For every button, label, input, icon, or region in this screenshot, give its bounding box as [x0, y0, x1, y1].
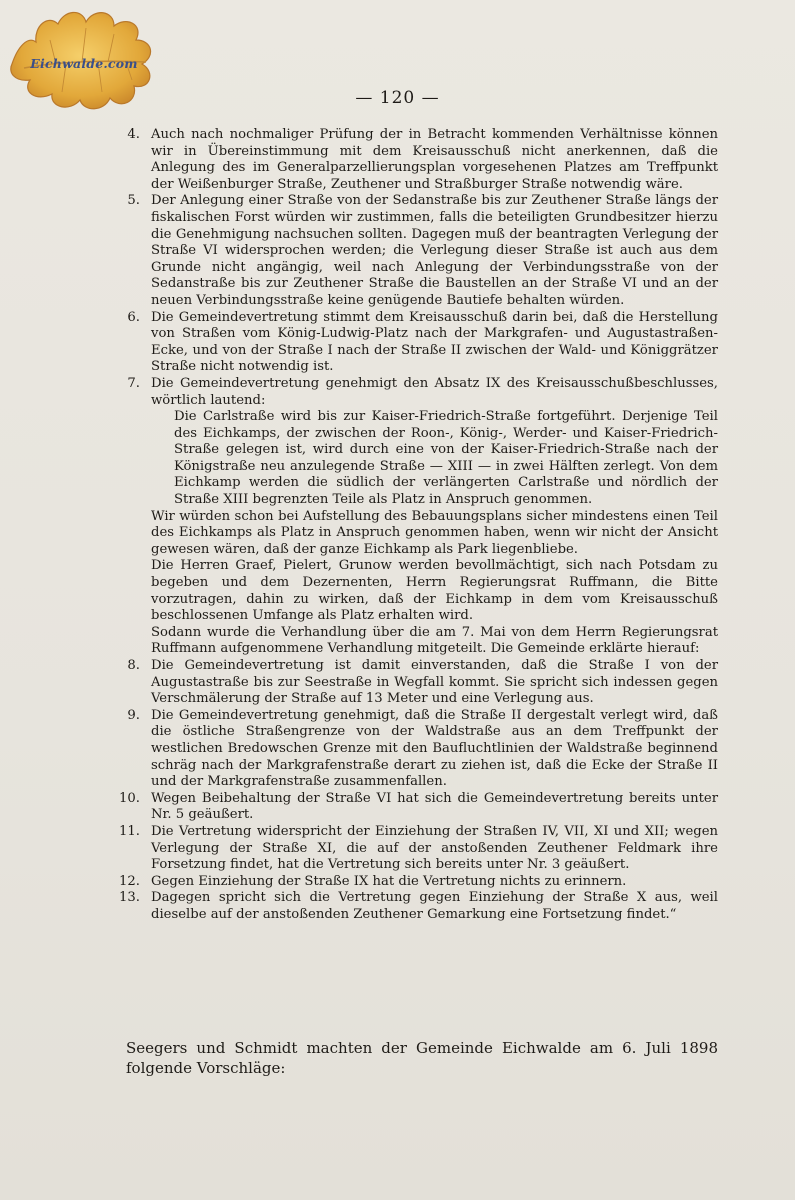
list-item	[118, 193, 718, 309]
item-number: 4.	[127, 127, 140, 142]
item-number: 5.	[127, 193, 140, 209]
item-text: Dagegen spricht sich die Vertretung gegen Einziehung der Straße X aus, weil dieselbe auf der anstoßenden Zeuthener Gemarkung eine Fortsetzung findet.“	[151, 890, 718, 922]
list-item	[118, 890, 718, 923]
list-item	[118, 658, 718, 708]
list-item	[118, 708, 718, 791]
item-text: Die Gemeindevertretung stimmt dem Kreisausschuß darin bei, daß die Herstellung von Straßen vom König-Ludwig-Platz nach der Markgrafen- und Augustastraßen-Ecke, und von der Straße I nach der Straße II zwischen der Wald- und Königgrätzer Straße nicht notwendig ist.	[151, 309, 718, 375]
item-text: Der Anlegung einer Straße von der Sedanstraße bis zur Zeuthener Straße längs der fiskalischen Forst würden wir zustimmen, falls die beteiligten Grundbesitzer hierzu die Genehmigung nachsuchen sollten. Dagegen muß der beantragten Verlegung der Straße VI widersprochen werden; die Verlegung dieser Straße ist auch aus dem Grunde nicht angängig, weil nach Anlegung der Verbindungsstraße von der Sedanstraße bis zur Zeuthener Straße die Baustellen an der Straße VI und an der neuen Verbindungsstraße keine genügende Bautiefe behalten würden.	[151, 193, 718, 308]
page-number: — 120 —	[355, 88, 440, 108]
closing-paragraph: Seegers und Schmidt machten der Gemeinde Eichwalde am 6. Juli 1898 folgende Vorschläge:	[126, 1039, 718, 1077]
item-text: Die Gemeindevertretung genehmigt den Absatz IX des Kreisausschußbeschlusses, wörtlich lautend:	[151, 375, 718, 408]
quoted-resolution: Die Carlstraße wird bis zur Kaiser-Friedrich-Straße fortgeführt. Derjenige Teil des Eichkamps, der zwischen der Roon-, König-, Werder- und Kaiser-Friedrich-Straße gelegen ist, wird durch eine von der Kaiser-Friedrich-Straße nach der Königstraße neu anzulegende Straße — XIII — in zwei Hälften zerlegt. Von dem Eichkamp werden die südlich der verlängerten Carlstraße und nördlich der Straße XIII begrenzten Teile als Platz in Anspruch genommen.	[174, 409, 718, 508]
item-number: 8.	[127, 658, 140, 673]
item-text: Die Gemeindevertretung genehmigt, daß die Straße II dergestalt verlegt wird, daß die östliche Straßengrenze von der Waldstraße aus an dem Treffpunkt der westlichen Bredowschen Grenze mit den Baufluchtlinien der Waldstraße beginnend schräg nach der Markgrafenstraße derart zu ziehen ist, daß die Ecke der Straße II und der Markgrafenstraße zusammenfallen.	[151, 707, 718, 790]
list-item	[118, 376, 718, 409]
list-item	[118, 127, 718, 193]
list-item	[118, 791, 718, 824]
item-text: Gegen Einziehung der Straße IX hat die Vertretung nichts zu erinnern.	[151, 873, 627, 889]
document-body	[118, 127, 718, 924]
paragraph: Die Herren Graef, Pielert, Grunow werden bevollmächtigt, sich nach Potsdam zu begeben und dem Dezernenten, Herrn Regierungsrat Ruffmann, die Bitte vorzutragen, dahin zu wirken, daß der Eichkamp in dem vom Kreisausschuß beschlossenen Umfange als Platz erhalten wird.	[151, 558, 718, 624]
list-item	[118, 824, 718, 874]
item-text: Die Vertretung widerspricht der Einziehung der Straßen IV, VII, XI und XII; wegen Verlegung der Straße XI, die auf der anstoßenden Zeuthener Feldmark ihre Forsetzung findet, hat die Vertretung sich bereits unter Nr. 3 geäußert.	[151, 823, 718, 873]
item-number: 7.	[127, 375, 140, 391]
item-number: 11.	[119, 823, 140, 839]
paragraph: Sodann wurde die Verhandlung über die am 7. Mai von dem Herrn Regierungsrat Ruffmann aufgenommene Verhandlung mitgeteilt. Die Gemeinde erklärte hierauf:	[151, 624, 718, 657]
item-text: Auch nach nochmaliger Prüfung der in Betracht kommenden Verhältnisse können wir in Übereinstimmung mit dem Kreisausschuß nicht anerkennen, daß die Anlegung des im Generalparzellierungsplan vorgesehenen Platzes am Treffpunkt der Weißenburger Straße, Zeuthener und Straßburger Straße notwendig wäre.	[151, 127, 718, 192]
item-number: 10.	[119, 790, 140, 806]
list-item	[118, 310, 718, 376]
item-number: 6.	[127, 309, 140, 325]
logo-text: Eichwalde.com	[30, 56, 138, 71]
item-text: Wegen Beibehaltung der Straße VI hat sich die Gemeindevertretung bereits unter Nr. 5 geäußert.	[151, 790, 718, 823]
list-item	[118, 874, 718, 891]
item-text: Die Gemeindevertretung ist damit einverstanden, daß die Straße I von der Augustastraße bis zur Seestraße in Wegfall kommt. Sie spricht sich indessen gegen Verschmälerung der Straße auf 13 Meter und eine Verlegung aus.	[151, 658, 718, 707]
paragraph: Wir würden schon bei Aufstellung des Bebauungsplans sicher mindestens einen Teil des Eichkamps als Platz in Anspruch genommen haben, wenn wir nicht der Ansicht gewesen wären, daß der ganze Eichkamp als Park liegenbliebe.	[151, 508, 718, 557]
item-number: 12.	[119, 873, 140, 889]
item-number: 13.	[119, 890, 140, 906]
item-number: 9.	[127, 707, 140, 723]
